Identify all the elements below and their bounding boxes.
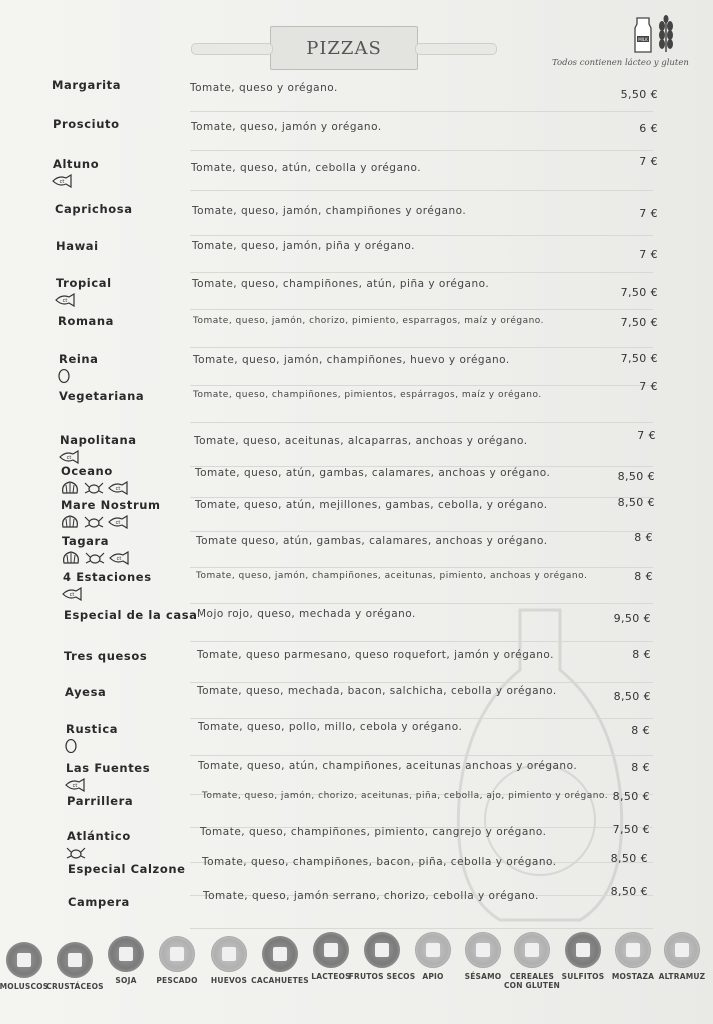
- pizza-price: 8 €: [631, 761, 650, 774]
- pizza-price: 8,50 €: [610, 885, 648, 898]
- pizza-price: 7 €: [639, 155, 658, 168]
- pizza-allergens: [58, 449, 80, 463]
- pizza-description: Tomate, queso, champiñones, atún, piña y orégano.: [192, 278, 490, 290]
- pizza-description: Tomate, queso, jamón, champiñones y orégano.: [192, 205, 467, 217]
- legend-label: APIO: [422, 972, 444, 981]
- pizza-name: Mare Nostrum: [61, 498, 161, 512]
- egg-icon: [211, 936, 247, 972]
- pizza-description: Tomate, queso, pollo, millo, cebola y orégano.: [198, 721, 463, 733]
- svg-text:ct: ct: [69, 592, 75, 598]
- pizza-description: Tomate, queso, champiñones, bacon, piña, cebolla y orégano.: [202, 856, 557, 868]
- pizza-name: Caprichosa: [55, 202, 133, 216]
- pizza-row: [0, 464, 713, 498]
- pizza-description: Tomate, queso parmesano, queso roquefort, jamón y orégano.: [197, 649, 554, 661]
- row-divider: [190, 755, 653, 756]
- pizza-name: Romana: [58, 314, 115, 328]
- pizza-row: [0, 352, 713, 386]
- pizza-row: [0, 239, 713, 273]
- row-divider: [190, 641, 653, 642]
- legend-label: FRUTOS SECOS: [348, 972, 416, 981]
- pizza-name: Tres quesos: [64, 649, 148, 663]
- pizza-price: 7 €: [637, 429, 656, 442]
- pizza-name: Tagara: [62, 534, 110, 548]
- pizza-description: Tomate, queso y orégano.: [190, 82, 338, 94]
- pizza-name: 4 Estaciones: [63, 570, 152, 584]
- pizza-row: [0, 429, 713, 467]
- pizza-price: 5,50 €: [620, 88, 658, 101]
- pizza-price: 8 €: [631, 724, 650, 737]
- pizza-row: [0, 380, 713, 423]
- pizza-name: Parrillera: [67, 794, 134, 808]
- svg-text:ct: ct: [115, 520, 121, 526]
- legend-label: PESCADO: [156, 976, 198, 985]
- pizza-name: Oceano: [61, 464, 113, 478]
- pizza-price: 6 €: [639, 122, 658, 135]
- pizza-allergens: [59, 514, 129, 528]
- pizza-description: Tomate, queso, atún, cebolla y orégano.: [191, 162, 422, 174]
- fish-icon: [61, 586, 83, 600]
- pizza-price: 8 €: [632, 648, 651, 661]
- row-divider: [190, 928, 653, 929]
- pizza-allergens: [51, 173, 73, 187]
- crustacean-icon: [84, 550, 106, 564]
- legend-label: SÉSAMO: [464, 972, 502, 981]
- pizza-price: 7 €: [639, 380, 658, 393]
- row-divider: [190, 422, 653, 423]
- pizza-name: Margarita: [52, 78, 122, 92]
- row-divider: [190, 347, 653, 348]
- pizza-price: 7,50 €: [620, 286, 658, 299]
- pizza-allergens: [54, 292, 76, 306]
- pizza-row: [0, 685, 713, 719]
- egg-icon: [57, 368, 79, 382]
- pizza-description: Tomate, queso, champiñones, pimientos, espárragos, maíz y orégano.: [193, 390, 542, 400]
- crustacean-icon: [83, 480, 105, 494]
- sesame-icon: [465, 932, 501, 968]
- pizza-row: [0, 157, 713, 191]
- pizza-row: [0, 608, 713, 642]
- egg-icon: [64, 738, 86, 752]
- pizza-row: [0, 649, 713, 683]
- row-divider: [190, 111, 653, 112]
- fish-icon: [107, 514, 129, 528]
- pizza-description: Tomate, queso, jamón, chorizo, aceitunas, piña, cebolla, ajo, pimiento y orégano.: [202, 791, 609, 801]
- pizza-description: Tomate, queso, jamón y orégano.: [191, 121, 382, 133]
- pizza-description: Tomate, queso, jamón, chorizo, pimiento, esparragos, maíz y orégano.: [193, 316, 545, 326]
- pizza-allergens: [64, 777, 86, 791]
- dairy-icon: [313, 932, 349, 968]
- pizza-price: 9,50 €: [613, 612, 651, 625]
- pizza-allergens: [60, 550, 130, 564]
- pizza-name: Campera: [68, 895, 130, 909]
- pizza-description: Tomate, queso, atún, champiñones, aceitunas anchoas y orégano.: [198, 760, 578, 772]
- legend-item: [147, 936, 207, 985]
- pizza-name: Atlántico: [67, 829, 131, 843]
- row-divider: [190, 150, 653, 151]
- pizza-allergens: [61, 586, 83, 600]
- pizza-name: Ayesa: [65, 685, 107, 699]
- svg-text:ct: ct: [62, 298, 68, 304]
- pizza-row: [0, 276, 713, 310]
- fish-icon: [159, 936, 195, 972]
- pizza-row: [0, 498, 713, 532]
- pizza-price: 7,50 €: [620, 352, 658, 365]
- fish-icon: [108, 550, 130, 564]
- pizza-description: Tomate, queso, champiñones, pimiento, cangrejo y orégano.: [200, 826, 547, 838]
- gluten-icon: [514, 932, 550, 968]
- crustacean-icon: [83, 514, 105, 528]
- mollusc-icon: [60, 550, 82, 564]
- allergen-note: Todos contienen lácteo y gluten: [552, 58, 689, 68]
- legend-label: LACTEOS: [311, 972, 351, 981]
- pizza-description: Tomate, queso, jamón, piña y orégano.: [192, 240, 416, 252]
- pizza-description: Tomate, queso, mechada, bacon, salchicha, cebolla y orégano.: [197, 685, 557, 697]
- pizza-row: [0, 531, 713, 568]
- legend-item: [652, 932, 712, 981]
- nuts-icon: [364, 932, 400, 968]
- pizza-description: Tomate queso, atún, gambas, calamares, anchoas y orégano.: [196, 535, 548, 547]
- pizza-price: 7,50 €: [612, 823, 650, 836]
- mustard-icon: [615, 932, 651, 968]
- row-divider: [190, 309, 653, 310]
- row-divider: [190, 385, 653, 386]
- mollusc-icon: [59, 480, 81, 494]
- legend-label: MOSTAZA: [611, 972, 655, 981]
- pizza-name: Tropical: [56, 276, 112, 290]
- pizza-row: [0, 117, 713, 151]
- pizza-row: [0, 570, 713, 604]
- svg-text:MILK: MILK: [638, 37, 648, 42]
- pizza-name: Especial Calzone: [68, 862, 186, 876]
- row-divider: [190, 603, 653, 604]
- pizza-name: Napolitana: [60, 433, 137, 447]
- pizza-description: Mojo rojo, queso, mechada y orégano.: [197, 608, 416, 620]
- pizza-price: 7 €: [639, 207, 658, 220]
- pizza-name: Vegetariana: [59, 389, 145, 403]
- row-divider: [190, 718, 653, 719]
- pizza-allergens: [57, 368, 79, 382]
- pizza-description: Tomate, queso, jamón, champiñones, huevo y orégano.: [193, 354, 510, 366]
- legend-label: SULFITOS: [561, 972, 605, 981]
- pizza-description: Tomate, queso, jamón, champiñones, aceitunas, pimiento, anchoas y orégano.: [196, 571, 588, 581]
- pizza-name: Altuno: [53, 157, 100, 171]
- svg-text:ct: ct: [116, 556, 122, 562]
- row-divider: [190, 682, 653, 683]
- pizza-row: [0, 314, 713, 348]
- pizza-allergens: [65, 845, 87, 859]
- fish-icon: [58, 449, 80, 463]
- pizza-price: 8 €: [634, 531, 653, 544]
- legend-label: HUEVOS: [210, 976, 248, 985]
- crustacean-icon: [65, 845, 87, 859]
- row-divider: [190, 531, 653, 532]
- legend-label: ALTRAMUZ: [658, 972, 706, 981]
- pizza-name: Hawai: [56, 239, 99, 253]
- fish-icon: [51, 173, 73, 187]
- pizza-price: 8,50 €: [610, 852, 648, 865]
- pizza-description: Tomate, queso, jamón serrano, chorizo, cebolla y orégano.: [203, 890, 539, 902]
- pizza-allergens: [64, 738, 86, 752]
- row-divider: [190, 190, 653, 191]
- pizza-description: Tomate, queso, atún, gambas, calamares, anchoas y orégano.: [195, 467, 551, 479]
- pizza-price: 8,50 €: [613, 690, 651, 703]
- legend-label: SOJA: [115, 976, 137, 985]
- mollusc-icon: [59, 514, 81, 528]
- page-title: PIZZAS: [306, 37, 382, 59]
- row-divider: [190, 272, 653, 273]
- pizza-name: Rustica: [66, 722, 119, 736]
- pizza-description: Tomate, queso, aceitunas, alcaparras, anchoas y orégano.: [194, 435, 528, 447]
- pizza-name: Prosciuto: [53, 117, 120, 131]
- soy-icon: [108, 936, 144, 972]
- pizza-row: [0, 722, 713, 756]
- pizza-price: 8,50 €: [612, 790, 650, 803]
- fish-icon: [54, 292, 76, 306]
- celery-icon: [415, 932, 451, 968]
- pizza-row: [0, 78, 713, 112]
- pizza-price: 8,50 €: [617, 496, 655, 509]
- mollusc-icon: [6, 942, 42, 978]
- svg-text:ct: ct: [59, 179, 65, 185]
- fish-icon: [107, 480, 129, 494]
- pizza-price: 7 €: [639, 248, 658, 261]
- svg-text:ct: ct: [66, 455, 72, 461]
- svg-text:ct: ct: [72, 783, 78, 789]
- pizza-row: [0, 885, 713, 929]
- pizza-name: Especial de la casa: [64, 608, 198, 622]
- pizza-description: Tomate, queso, atún, mejillones, gambas, cebolla, y orégano.: [195, 499, 548, 511]
- pizza-allergens: [59, 480, 129, 494]
- row-divider: [190, 235, 653, 236]
- fish-icon: [64, 777, 86, 791]
- peanut-icon: [262, 936, 298, 972]
- pizza-price: 7,50 €: [620, 316, 658, 329]
- pizza-name: Reina: [59, 352, 99, 366]
- legend-label: CEREALES CON GLUTEN: [503, 972, 561, 990]
- pizza-name: Las Fuentes: [66, 761, 151, 775]
- svg-text:ct: ct: [115, 486, 121, 492]
- allergen-legend: [0, 932, 713, 1024]
- lupin-icon: [664, 932, 700, 968]
- pizza-price: 8,50 €: [617, 470, 655, 483]
- pizza-row: [0, 202, 713, 236]
- legend-label: MOLUSCOS: [0, 982, 49, 991]
- legend-label: CACAHUETES: [251, 976, 309, 985]
- crustacean-icon: [57, 942, 93, 978]
- legend-label: CRUSTÁCEOS: [46, 982, 104, 991]
- sulphites-icon: [565, 932, 601, 968]
- row-divider: [190, 567, 653, 568]
- pizza-price: 8 €: [634, 570, 653, 583]
